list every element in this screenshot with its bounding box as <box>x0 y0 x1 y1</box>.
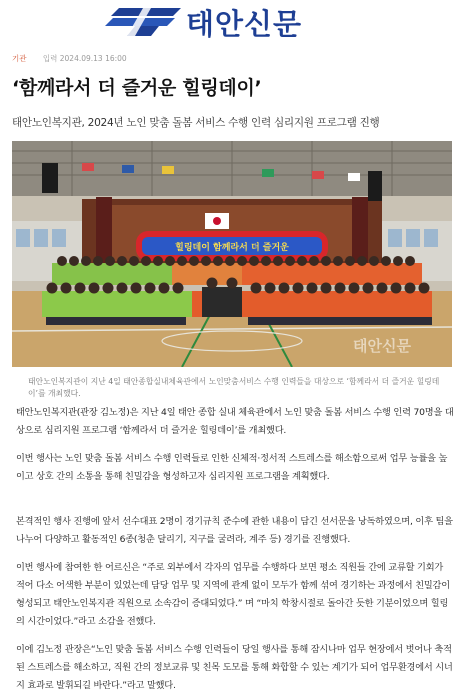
photo-caption: 태안노인복지관이 지난 4일 태안종합실내체육관에서 노인맞춤서비스 수행 인력들을 대상으로 ‘함께라서 더 즐거운 힐링데이’를 개최했다. <box>28 377 440 398</box>
article-headline: ‘함께라서 더 즐거운 힐링데이’ <box>12 77 262 99</box>
article-category[interactable]: 기관 <box>12 54 27 63</box>
article-subtitle: 태안노인복지관, 2024년 노인 맞춤 돌봄 서비스 수행 인력 심리지원 프로그램 진행 <box>12 117 380 129</box>
article-photo[interactable] <box>12 141 452 367</box>
article-paragraph: 본격적인 행사 진행에 앞서 선수대표 2명이 경기규칙 준수에 관한 내용이 담긴 선서문을 낭독하였으며, 이후 팀을 나누어 다양하고 활동적인 6종(청춘 달리기, 지구를 굴려라, 계주 등) 경기를 진행했다. <box>16 516 453 545</box>
article-paragraph: 이번 행사에 참여한 한 어르신은 “주로 외부에서 각자의 업무를 수행하다 보면 평소 직원들 간에 교류할 기회가 적어 다소 어색한 부분이 있었는데 담당 업무 및 지역에 관계 없이 모두가 함께 섞여 경기하는 과정에서 친밀감이 형성되고 태안노인복지관 직원으로 소속감이 증대되었다.” 며 “마치 학창시절로 돌아간 듯한 기분이었으며 힐링의 시간이었다.”라고 소감을 전했다. <box>16 562 450 627</box>
article-paragraph: 태안노인복지관(관장 김노정)은 지난 4일 태안 종합 실내 체육관에서 노인 맞춤 돌봄 서비스 수행 인력 70명을 대상으로 심리지원 프로그램 ‘함께라서 더 즐거운 힐링데이’를 개최했다. <box>16 407 454 436</box>
article-meta <box>12 53 127 64</box>
gym-group-photo-image <box>12 141 452 367</box>
article-paragraph: 이번 행사는 노인 맞춤 돌봄 서비스 수행 인력들로 인한 신체적·정서적 스트레스를 해소함으로써 업무 능률을 높이고 상호 간의 소통을 통해 친밀감을 형성하고자 심리지원 프로그램을 계획했다. <box>16 453 448 482</box>
photo-watermark: 태안신문 <box>353 337 411 355</box>
newspaper-logo-icon[interactable] <box>105 6 181 36</box>
article-date: 입력 2024.09.13 16:00 <box>42 54 127 63</box>
newspaper-logo-text[interactable]: 태안신문 <box>186 7 303 41</box>
masthead <box>0 0 464 46</box>
banner-text: 힐링데이 함께라서 더 즐거운 <box>175 243 289 253</box>
article-paragraph: 이에 김노정 관장은“노인 맞춤 돌봄 서비스 수행 인력들이 당일 행사를 통해 잠시나마 업무 현장에서 벗어나 축적된 스트레스를 해소하고, 직원 간의 정보교류 및 친목 도모를 통해 화합할 수 있는 계기가 되어 업무환경에서 시너지 효과로 발휘되길 바란다.”라고 말했다. <box>16 644 453 691</box>
